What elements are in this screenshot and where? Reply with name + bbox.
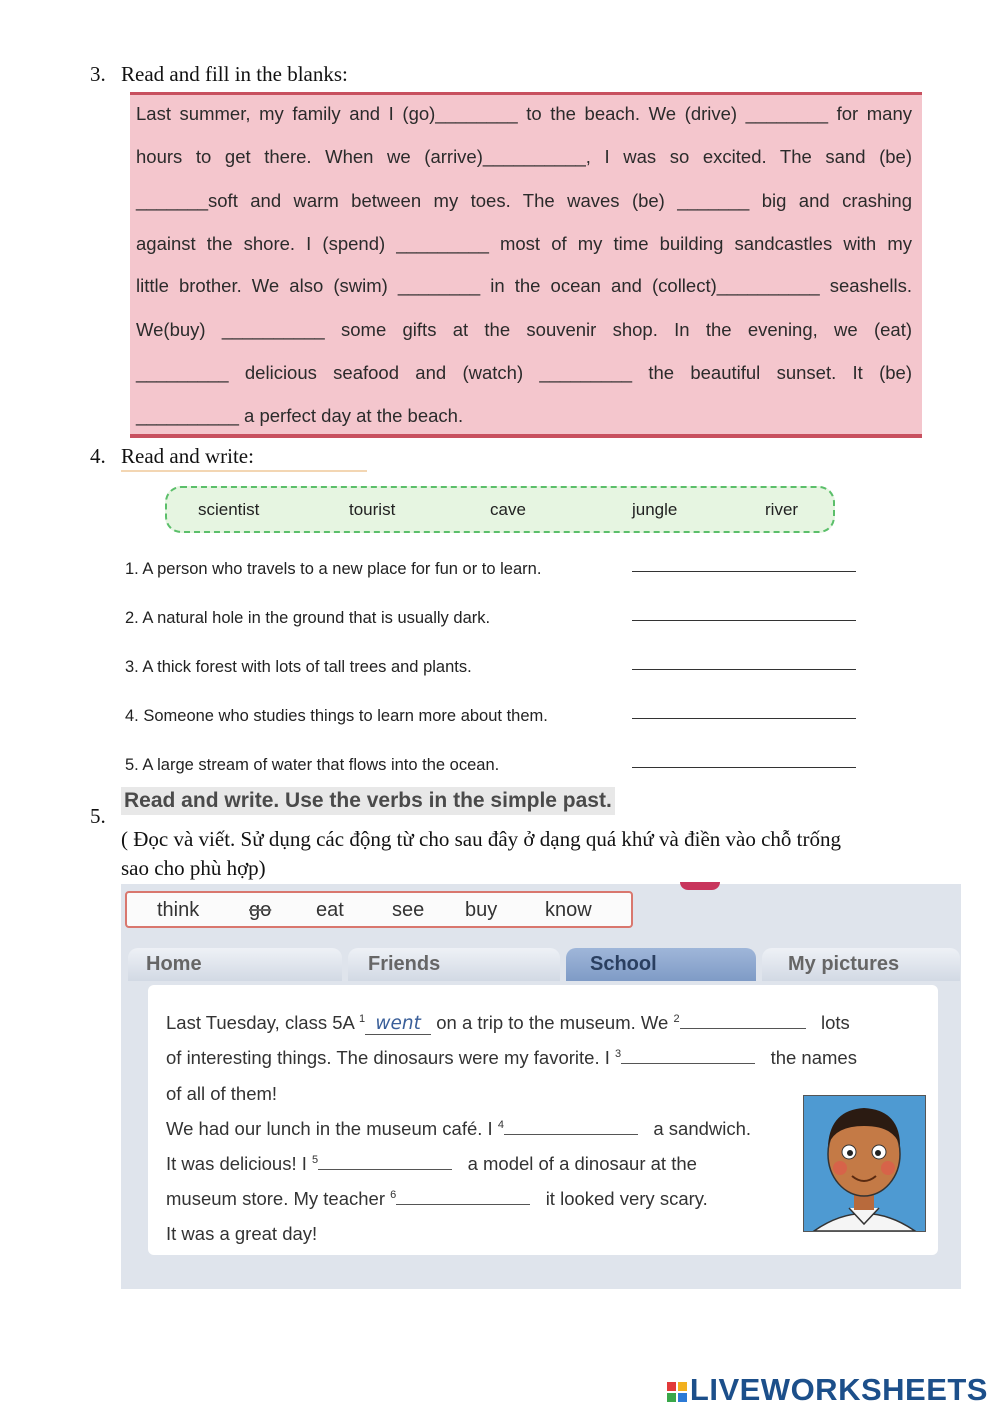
blank-4[interactable]	[504, 1133, 638, 1135]
word-bank-item: scientist	[198, 500, 260, 519]
blank-5[interactable]	[318, 1168, 452, 1170]
passage-line: __________ a perfect day at the beach.	[136, 405, 464, 426]
section3-number: 3.	[90, 62, 106, 86]
verb-bank-item: see	[392, 899, 425, 921]
passage-line: Last summer, my family and I (go)________ to the beach. We (drive) ________ for many	[136, 103, 912, 124]
word-bank-item: jungle	[632, 500, 678, 519]
story-line-4: We had our lunch in the museum café. I $^4$ a sandwich.	[166, 1118, 752, 1139]
passage-line: little brother. We also (swim) ________ in the ocean and (collect)__________ seashells.	[136, 275, 912, 296]
definition-1: 1. A person who travels to a new place for fun or to learn.	[125, 560, 542, 578]
story-line-2: of interesting things. The dinosaurs were my favorite. I $^3$ the names	[166, 1047, 857, 1068]
definition-3: 3. A thick forest with lots of tall trees and plants.	[125, 658, 472, 676]
tab-home[interactable]: Home	[128, 948, 342, 981]
answer-line-3[interactable]	[632, 669, 856, 670]
tab-school[interactable]: School	[566, 948, 756, 981]
answer-line-1[interactable]	[632, 571, 856, 572]
answer-line-4[interactable]	[632, 718, 856, 719]
verb-bank-item: know	[545, 899, 592, 921]
section3-heading: Read and fill in the blanks:	[121, 62, 348, 86]
definition-4: 4. Someone who studies things to learn more about them.	[125, 707, 548, 725]
verb-bank-item: eat	[316, 899, 344, 921]
verb-bank-item: buy	[465, 899, 498, 921]
answer-line-2[interactable]	[632, 620, 856, 621]
section5-number: 5.	[90, 804, 106, 828]
passage-line: We(buy) __________ some gifts at the souvenir shop. In the evening, we (eat)	[136, 319, 912, 340]
vietnamese-instruction-line2: sao cho phù hợp)	[121, 856, 266, 880]
vietnamese-instruction-line1: ( Đọc và viết. Sử dụng các động từ cho sau đây ở dạng quá khứ và điền vào chỗ trống	[121, 827, 841, 851]
passage-line: _______soft and warm between my toes. The waves (be) _______ big and crashing	[136, 190, 912, 211]
passage-line: hours to get there. When we (arrive)__________, I was so excited. The sand (be)	[136, 146, 912, 167]
passage-line: _________ delicious seafood and (watch) _________ the beautiful sunset. It (be)	[136, 362, 912, 383]
section5-title: Read and write. Use the verbs in the simple past.	[121, 787, 615, 815]
story-line-5: It was delicious! I $^5$ a model of a dinosaur at the	[166, 1153, 697, 1174]
liveworksheets-logo: LIVEWORKSHEETS	[667, 1372, 988, 1408]
verb-bank	[125, 891, 633, 928]
story-line-6: museum store. My teacher $^6$ it looked very scary.	[166, 1188, 708, 1209]
section4-number: 4.	[90, 444, 106, 468]
verb-bank-item: go	[249, 899, 272, 921]
answer-line-5[interactable]	[632, 767, 856, 768]
word-bank-item: cave	[490, 500, 526, 519]
story-line-1: Last Tuesday, class 5A $^1$ went on a trip to the museum. We $^2$ lots	[166, 1012, 850, 1034]
tab-friends[interactable]: Friends	[348, 948, 560, 981]
blank-3[interactable]	[621, 1062, 755, 1064]
definition-5: 5. A large stream of water that flows into the ocean.	[125, 756, 500, 774]
logo-mark-icon	[667, 1374, 687, 1394]
story-line-7: It was a great day!	[166, 1223, 318, 1244]
tab-my-pictures[interactable]: My pictures	[762, 948, 960, 981]
heading-underline	[121, 470, 367, 472]
verb-bank-item: think	[157, 899, 200, 921]
fill-blanks-passage	[130, 92, 922, 438]
blank-6[interactable]	[396, 1203, 530, 1205]
boy-portrait-image	[803, 1095, 926, 1232]
blank-2[interactable]	[680, 1027, 806, 1029]
section4-heading: Read and write:	[121, 444, 254, 468]
definition-2: 2. A natural hole in the ground that is usually dark.	[125, 609, 491, 627]
example-answer: went	[365, 1013, 431, 1035]
story-line-3: of all of them!	[166, 1083, 278, 1104]
word-bank-item: tourist	[349, 500, 396, 519]
passage-line: against the shore. I (spend) _________ most of my time building sandcastles with my	[136, 233, 912, 254]
word-bank	[165, 486, 835, 533]
word-bank-item: river	[765, 500, 799, 519]
decor-bubble	[680, 882, 720, 890]
